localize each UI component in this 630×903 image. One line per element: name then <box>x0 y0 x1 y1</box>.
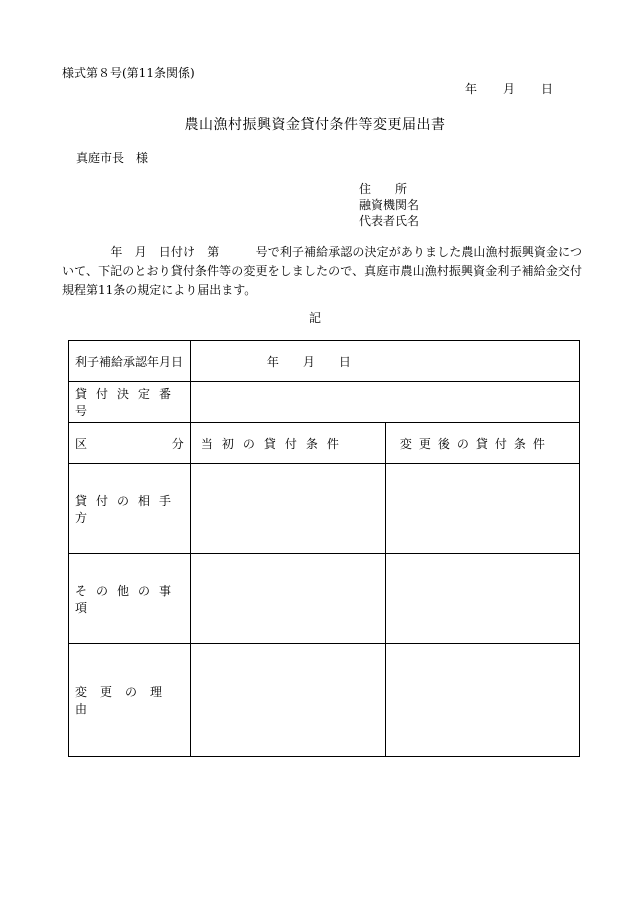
original-terms-cell[interactable] <box>190 644 385 757</box>
institution-name-label: 融資機関名 <box>359 198 420 212</box>
approval-date-row <box>69 341 580 382</box>
form-number: 様式第８号(第11条関係) <box>62 66 195 80</box>
address-label: 住 所 <box>359 182 408 196</box>
date-month-label: 月 <box>503 82 516 96</box>
addressee: 真庭市長 様 <box>76 151 149 165</box>
representative-name-label: 代表者氏名 <box>359 214 420 228</box>
table-row <box>69 644 580 757</box>
change-details-table <box>68 340 580 757</box>
column-header-row <box>69 423 580 464</box>
approval-date-field[interactable]: 年 月 日 <box>190 341 579 382</box>
loan-number-row <box>69 382 580 423</box>
date-year-label: 年 <box>465 82 478 96</box>
category-label-b: 分 <box>171 436 184 451</box>
changed-terms-cell[interactable] <box>385 644 579 757</box>
category-label-a: 区 <box>75 436 88 451</box>
approval-date-label: 利子補給承認年月日 <box>69 341 191 382</box>
original-terms-cell[interactable] <box>190 464 385 554</box>
table-row <box>69 464 580 554</box>
original-terms-cell[interactable] <box>190 554 385 644</box>
loan-number-field[interactable] <box>190 382 579 423</box>
table-row <box>69 554 580 644</box>
submission-date <box>465 80 553 97</box>
document-title: 農山漁村振興資金貸付条件等変更届出書 <box>184 117 446 133</box>
ki-heading: 記 <box>308 311 321 325</box>
row-label: 貸付の相手方 <box>69 464 191 554</box>
row-label: 変更の理由 <box>69 644 191 757</box>
changed-terms-header: 変更後の貸付条件 <box>385 423 579 464</box>
notification-body: 年 月 日付け 第 号で利子補給承認の決定がありました農山漁村振興資金について、下記のとおり貸付条件等の変更をしましたので、真庭市農山漁村振興資金利子補給金交付規程第11条の規定により届出ます。 <box>62 245 582 297</box>
category-header <box>69 423 191 464</box>
row-label: その他の事項 <box>69 554 191 644</box>
date-day-label: 日 <box>541 82 554 96</box>
changed-terms-cell[interactable] <box>385 464 579 554</box>
changed-terms-cell[interactable] <box>385 554 579 644</box>
original-terms-header: 当初の貸付条件 <box>190 423 385 464</box>
loan-number-label: 貸付決定番号 <box>69 382 191 423</box>
